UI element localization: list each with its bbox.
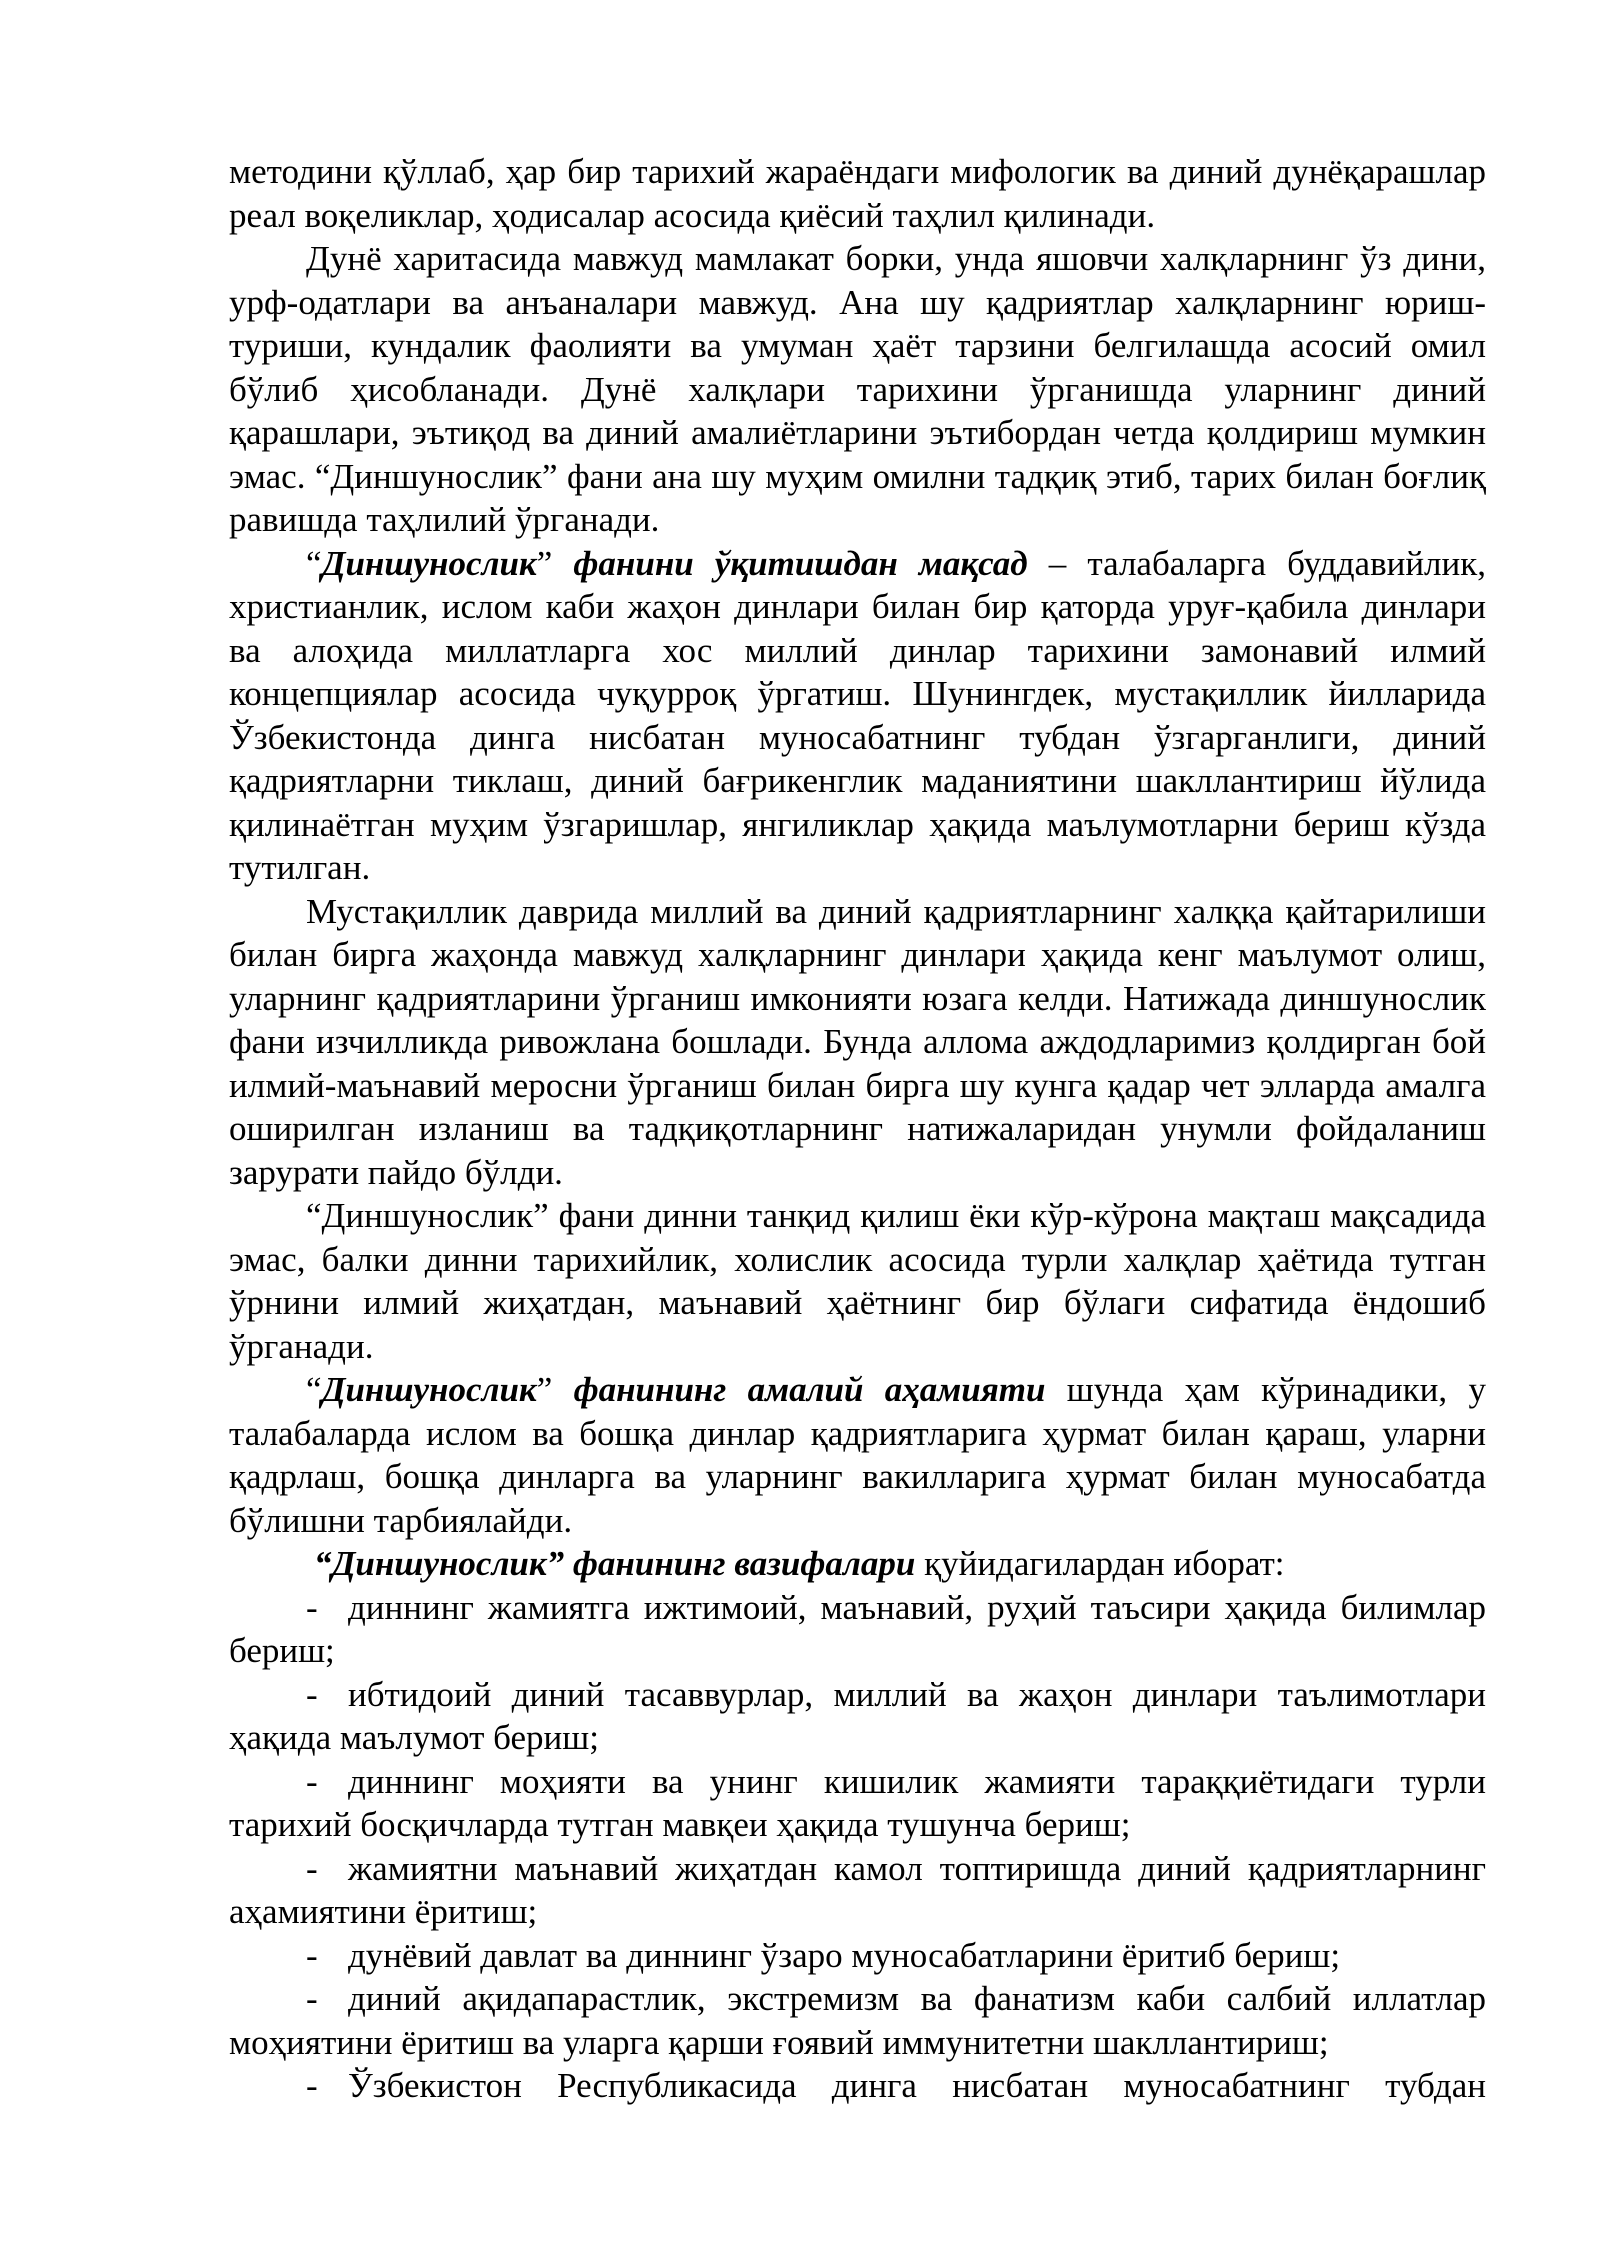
quote-close: ”: [536, 543, 553, 583]
paragraph-4: Мустақиллик даврида миллий ва диний қадриятларнинг халққа қайтарилиши билан бирга жаҳонда мавжуд халқларнинг динлари ҳақида кенг маълумот олиш, уларнинг қадриятларини ўрганиш имконияти юзага келди. Натижада диншунослик фани изчилликда ривожлана бошлади. Бунда аллома аждодларимиз қолдирган бой илмий-маънавий меросни ўрганиш билан бирга шу кунга қадар чет элларда амалга оширилган изланиш ва тадқиқотларнинг натижаларидан унумли фойдаланиш зарурати пайдо бўлди.: [229, 891, 1486, 1192]
dash-bullet: -: [306, 2066, 318, 2105]
list-item: [229, 2064, 1486, 2108]
list-item-text: диний ақидапарастлик, экстремизм ва фанатизм каби салбий иллатлар моҳиятини ёритиш ва уларга қарши ғоявий иммунитетни шакллантириш;: [229, 1979, 1486, 2062]
paragraph-7-tasks: [229, 1542, 1486, 1586]
tasks-list: [229, 1586, 1486, 2108]
dash-bullet: -: [306, 1848, 318, 1888]
list-item-text: диннинг жамиятга ижтимоий, маънавий, руҳий таъсири ҳақида билимлар бериш;: [229, 1587, 1486, 1670]
list-item-text: ибтидоий диний тасаввурлар, миллий ва жаҳон динлари таълимотлари ҳақида маълумот бериш;: [229, 1674, 1486, 1757]
bold-phrase-goal: фанини ўқитишдан мақсад: [552, 543, 1028, 583]
list-item: [229, 1673, 1486, 1760]
quote-open: “: [306, 543, 322, 583]
paragraph-6-importance: [229, 1368, 1486, 1542]
dash-bullet: -: [306, 1587, 318, 1627]
paragraph-7-text: қуйидагилардан иборат:: [915, 1544, 1285, 1583]
paragraph-1: методини қўллаб, ҳар бир тарихий жараёндаги мифологик ва диний дунёқарашлар реал воқеликлар, ҳодисалар асосида қиёсий таҳлил қилинади.: [229, 152, 1486, 235]
dash-bullet: -: [306, 1979, 318, 2018]
paragraph-6-text: шунда ҳам кўринадики, у талабаларда ислом ва бошқа динлар қадриятларига ҳурмат билан қараш, уларни қадрлаш, бошқа динларга ва уларнинг вакилларига ҳурмат билан муносабатда бўлишни тарбиялайди.: [229, 1370, 1486, 1540]
list-item: [229, 1934, 1486, 1978]
list-item-text: дунёвий давлат ва диннинг ўзаро муносабатларини ёритиб бериш;: [348, 1935, 1341, 1975]
quote-open: “: [306, 1370, 322, 1409]
bold-term-diншунослик: Диншунослик: [321, 543, 537, 583]
dash-bullet: -: [306, 1674, 318, 1714]
list-item: [229, 1847, 1486, 1934]
bold-phrase-importance: фанининг амалий аҳамияти: [552, 1370, 1046, 1409]
quote-close: ”: [536, 1370, 553, 1409]
dash-bullet: -: [306, 1935, 318, 1975]
paragraph-5: “Диншунослик” фани динни танқид қилиш ёки кўр-кўрона мақташ мақсадида эмас, балки динни тарихийлик, холислик асосида турли халқлар ҳаётида тутган ўрнини илмий жиҳатдан, маънавий ҳаётнинг бир бўлаги сифатида ёндошиб ўрганади.: [229, 1196, 1486, 1366]
list-item-text: диннинг моҳияти ва унинг кишилик жамияти тараққиётидаги турли тарихий босқичларда тутган мавқеи ҳақида тушунча бериш;: [229, 1761, 1486, 1844]
list-item: [229, 1586, 1486, 1673]
paragraph-3-goal: [229, 542, 1486, 890]
list-item: [229, 1977, 1486, 2064]
list-item: [229, 1760, 1486, 1847]
list-item-text: Ўзбекистон Республикасида динга нисбатан муносабатнинг тубдан: [348, 2066, 1486, 2105]
list-item-text: жамиятни маънавий жиҳатдан камол топтиришда диний қадриятларнинг аҳамиятини ёритиш;: [229, 1848, 1486, 1931]
bold-term-dinshunoslik: Диншунослик: [321, 1370, 537, 1409]
paragraph-2: Дунё харитасида мавжуд мамлакат борки, унда яшовчи халқларнинг ўз дини, урф-одатлари ва анъаналари мавжуд. Ана шу қадриятлар халқларнинг юриш-туриши, кундалик фаолияти ва умуман ҳаёт тарзини белгилашда асосий омил бўлиб ҳисобланади. Дунё халқлари тарихини ўрганишда уларнинг диний қарашлари, эътиқод ва диний амалиётларини эътибордан четда қолдириш мумкин эмас. “Диншунослик” фани ана шу муҳим омилни тадқиқ этиб, тарих билан боғлиқ равишда таҳлилий ўрганади.: [229, 239, 1486, 539]
dash-bullet: -: [306, 1761, 318, 1801]
paragraph-3-text: – талабаларга буддавийлик, христианлик, ислом каби жаҳон динлари билан бир қаторда уруғ-қабила динлари ва алоҳида миллатларга хос миллий динлар тарихини замонавий илмий концепциялар асосида чуқурроқ ўргатиш. Шунингдек, мустақиллик йилларида Ўзбекистонда динга нисбатан муносабатнинг тубдан ўзгарганлиги, диний қадриятларни тиклаш, диний бағрикенглик маданиятини шакллантириш йўлида қилинаётган муҳим ўзгаришлар, янгиликлар ҳақида маълумотларни бериш кўзда тутилган.: [229, 543, 1487, 887]
document-body: [229, 150, 1486, 2108]
bold-phrase-tasks: “Диншунослик” фанининг вазифалари: [314, 1544, 916, 1583]
